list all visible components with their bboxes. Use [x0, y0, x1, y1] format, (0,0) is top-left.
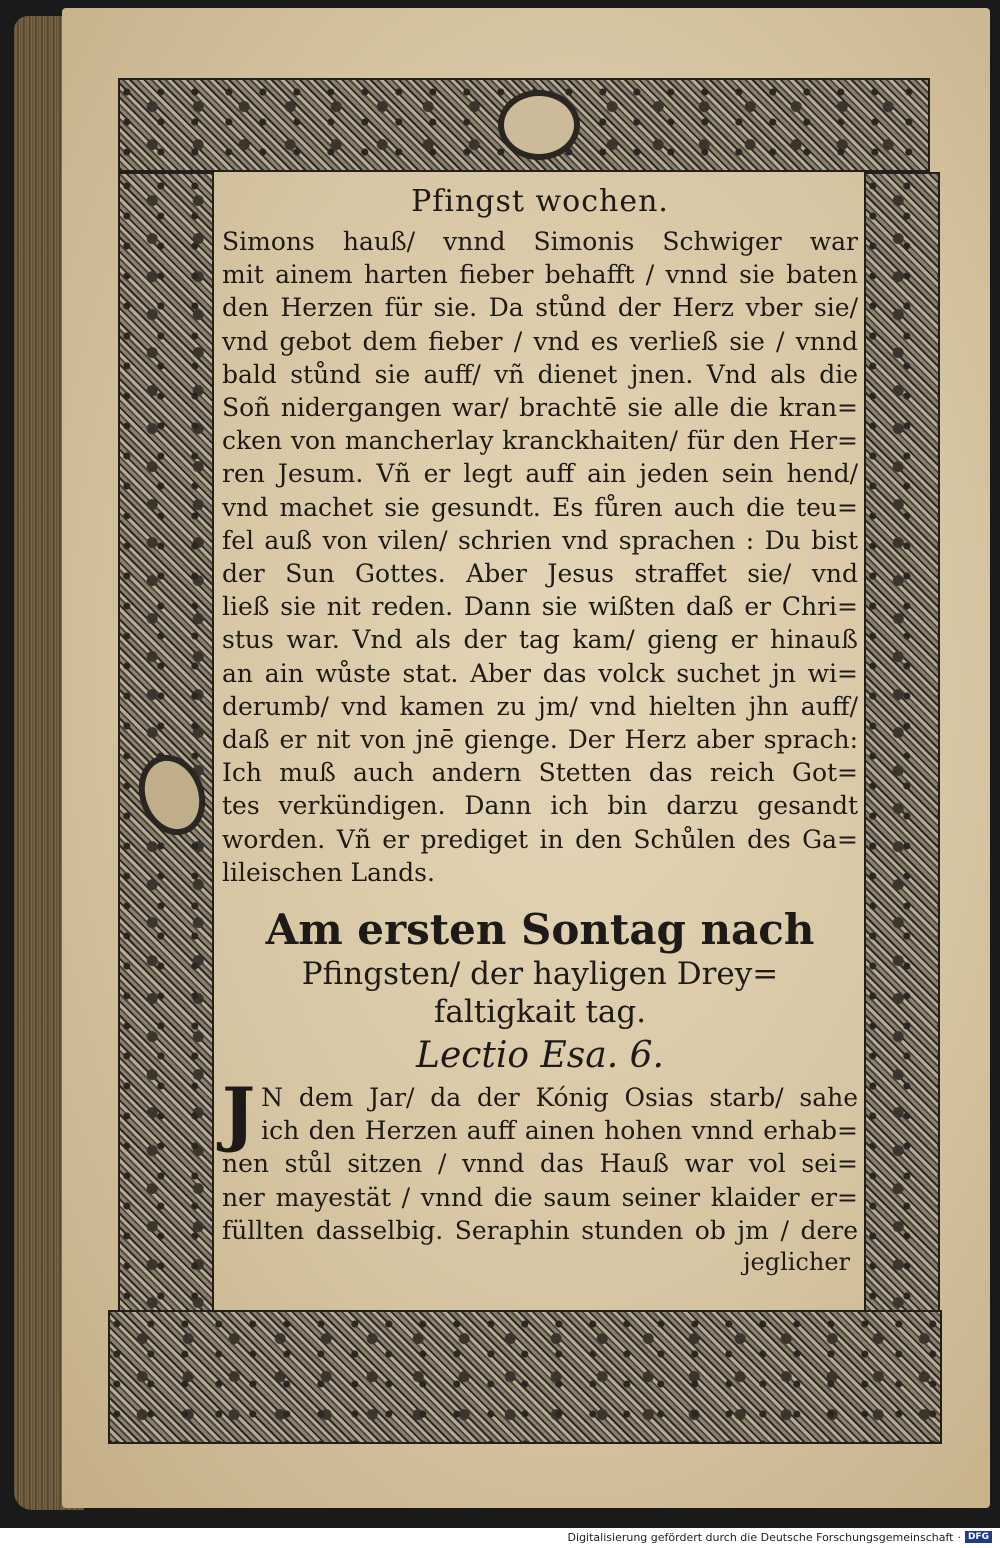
text-line: worden. Vñ er prediget in den Schůlen des Ga= — [222, 824, 858, 854]
ornamental-border-right — [864, 172, 940, 1316]
text-line: vnd gebot dem fieber / vnd es verließ sie / vnnd — [222, 326, 858, 356]
text-line: cken von mancherlay kranckhaiten/ für den Her= — [222, 426, 858, 456]
text-line: ließ sie nit reden. Dann sie wißten daß er Chri= — [222, 592, 858, 622]
credit-text: Digitalisierung gefördert durch die Deutsche Forschungsgemeinschaft — [567, 1530, 954, 1544]
text-line: ich den Herzen auff ainen hohen vnnd erhab= — [261, 1116, 858, 1146]
section-heading: Am ersten Sontag nach — [265, 905, 815, 955]
ornamental-border-top — [118, 78, 930, 172]
text-line: Soñ nidergangen war/ brachtē sie alle die kran= — [222, 393, 858, 423]
lection-heading: Lectio Esa. 6. — [416, 1035, 664, 1077]
separator: · — [957, 1530, 961, 1544]
text-line: daß er nit von jnē gienge. Der Herz aber sprach: — [222, 725, 858, 755]
digitization-credit — [568, 1528, 992, 1546]
text-line: lileischen Lands. — [222, 857, 435, 887]
text-block — [222, 180, 858, 1305]
text-line: Ich muß auch andern Stetten das reich Got= — [222, 758, 858, 788]
text-line: den Herzen für sie. Da stůnd der Herz vber sie/ — [222, 293, 858, 323]
text-line: stus war. Vnd als der tag kam/ gieng er hinauß — [222, 625, 858, 655]
text-line: N dem Jar/ da der Kónig Osias starb/ sahe — [261, 1083, 858, 1113]
body-text — [222, 225, 858, 889]
text-line: Simons hauß/ vnnd Simonis Schwiger war — [222, 227, 858, 256]
text-line: ren Jesum. Vñ er legt auff ain jeden sein hend/ — [222, 459, 858, 489]
ornamental-border-left — [118, 172, 214, 1316]
text-line: tes verkündigen. Dann ich bin darzu gesandt — [222, 791, 858, 821]
text-line: mit ainem harten fieber behafft / vnnd sie baten — [222, 260, 858, 290]
decorated-initial: J — [222, 1072, 256, 1156]
text-line: derumb/ vnd kamen zu jm/ vnd hielten jhn auff/ — [222, 691, 858, 721]
section-subheading: Pfingsten/ der hayligen Drey= — [301, 956, 779, 993]
text-line: vnd machet sie gesundt. Es fůren auch die teu= — [222, 492, 858, 522]
running-head: Pfingst wochen. — [411, 184, 669, 219]
text-line: an ain wůste stat. Aber das volck suchet jn wi= — [222, 658, 858, 688]
border-ring-ornament — [128, 746, 216, 845]
text-line: ner mayestät / vnnd die saum seiner klaider er= — [222, 1182, 858, 1212]
border-cartouche — [498, 90, 580, 160]
text-line: füllten dasselbig. Seraphin stunden ob jm / dere — [222, 1215, 858, 1245]
text-line: bald stůnd sie auff/ vñ dienet jnen. Vnd als die — [222, 359, 858, 389]
text-line: nen stůl sitzen / vnnd das Hauß war vol sei= — [222, 1149, 858, 1179]
text-line: der Sun Gottes. Aber Jesus straffet sie/ vnd — [222, 559, 858, 589]
text-line: fel auß von vilen/ schrien vnd sprachen : Du bist — [222, 525, 858, 555]
lection-text — [222, 1072, 858, 1247]
section-subheading: faltigkait tag. — [433, 994, 647, 1031]
catchword: jeglicher — [743, 1248, 850, 1277]
ornamental-border-bottom — [108, 1310, 942, 1444]
dfg-logo: DFG — [965, 1531, 992, 1543]
